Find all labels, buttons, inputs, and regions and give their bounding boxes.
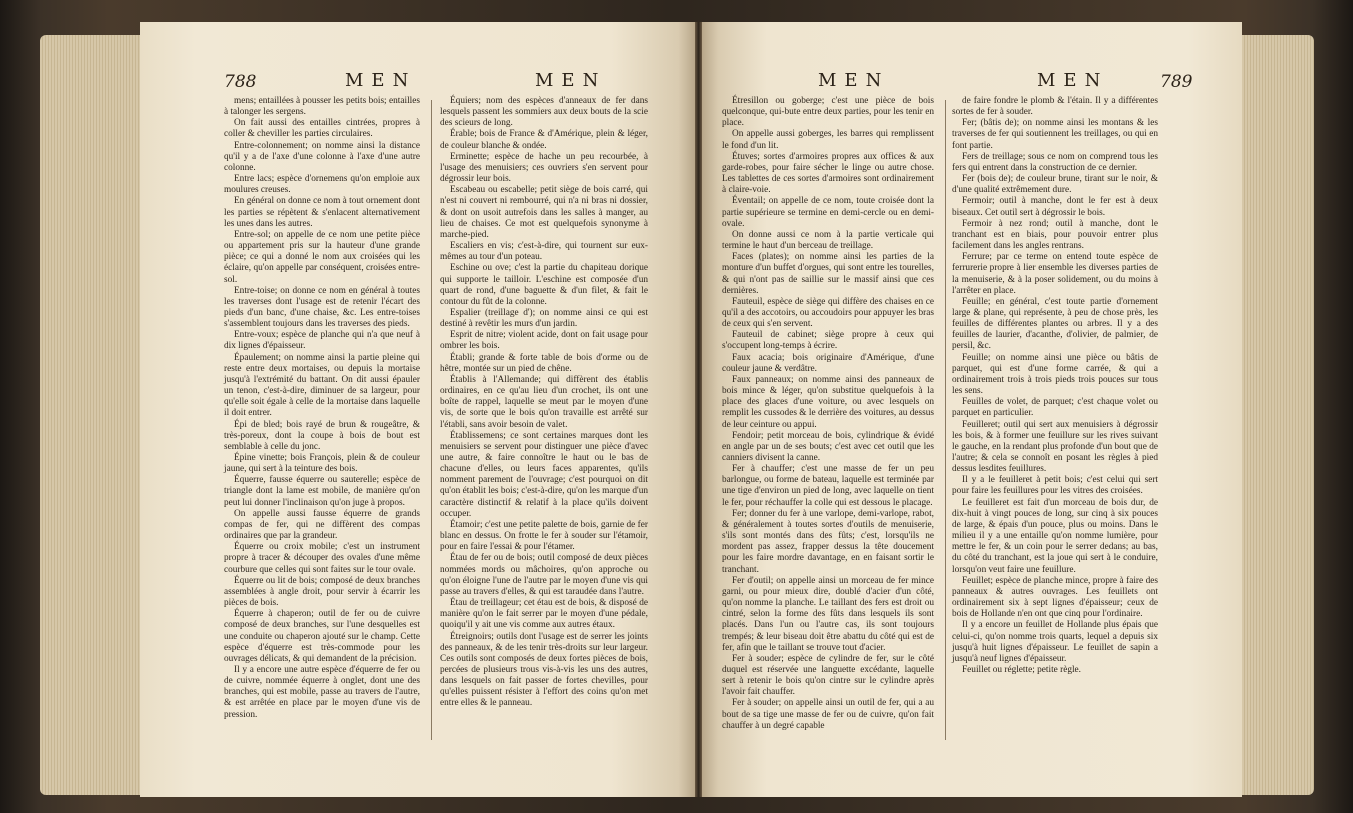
dictionary-entry: Étuves; sortes d'armoires propres aux offices & aux garde-robes, pour faire sécher le linge ou autre chose. Les tablettes de ces sortes d'armoires sont ordinairement à claire-voie. (722, 151, 934, 196)
dictionary-entry: Fermoir à nez rond; outil à manche, dont le tranchant est en biais, pour pouvoir entrer plus facilement dans les angles rentrans. (952, 218, 1158, 252)
dictionary-entry: Fer; donner du fer à une varlope, demi-varlope, rabot, & généralement à toutes sortes d'outils de menuiserie, s'ils sont montés dans des fûts; c'est, lorsqu'ils ne mordent pas assez, frapper dessus la tête doucement pour les faire mordre davantage, en en faisant sortir le tranchant. (722, 508, 934, 575)
dictionary-entry: Entre-voux; espèce de planche qui n'a que neuf à dix lignes d'épaisseur. (224, 330, 420, 352)
right-column-1 (722, 96, 934, 732)
right-page-edges (1242, 35, 1314, 795)
dictionary-entry: Erminette; espèce de hache un peu recourbée, à l'usage des menuisiers; ces ouvriers s'en servent pour dégrossir leur bois. (440, 151, 648, 185)
dictionary-entry: Fer (bois de); de couleur brune, tirant sur le noir, & d'une qualité extrêmement dure. (952, 174, 1158, 196)
dictionary-entry: Fauteuil, espèce de siège qui diffère des chaises en ce qu'il a des accotoirs, ou accoudoirs pour appuyer les bras de ceux qui s'en servent. (722, 296, 934, 330)
dictionary-entry: Ferrure; par ce terme on entend toute espèce de ferrurerie propre à lier ensemble les diverses parties de la menuiserie, & à la poser solidement, ou du moins à l'arrêter en place. (952, 252, 1158, 296)
right-page (702, 22, 1242, 797)
dictionary-entry: Escaliers en vis; c'est-à-dire, qui tournent sur eux-mêmes au tour d'un poteau. (440, 241, 648, 263)
dictionary-entry: Le feuilleret est fait d'un morceau de bois dur, de dix-huit à vingt pouces de long, sur cinq à six pouces de large, & épais d'un pouce, plus ou moins. Dans le milieu il y a une entaille qu'on nomme lumière, pour mettre le fer, & un coin pour le serrer dedans; au bas, du côté du tranchant, est la joue qui sert à le conduire, lorsqu'on veut faire une feuillure. (952, 497, 1158, 575)
dictionary-entry: Fer d'outil; on appelle ainsi un morceau de fer mince garni, ou pour mieux dire, doublé d'acier d'un côté, qu'on nomme la planche. Le taillant des fers est droit ou cintré, selon la forme des fûts dans lesquels ils sont placés. Dans l'un ou l'autre cas, ils sont toujours trempés; & leur biseau doit être abattu du côté qui est de fer, afin que le taillant se trouve tout d'acier. (722, 575, 934, 653)
left-page-header: MEN (345, 70, 417, 91)
dictionary-entry: Feuille; on nomme ainsi une pièce ou bâtis de parquet, qui est d'une forme carrée, & qui a ordinairement trois à trois pieds trois pouces sur tous les sens. (952, 352, 1158, 397)
dictionary-entry: Entre-sol; on appelle de ce nom une petite pièce ou appartement pris sur la hauteur d'une grande pièce; ce qui a donné le nom aux croisées qui les éclaire, qu'on appelle par conséquent, croisées entre-sol. (224, 229, 420, 285)
dictionary-entry: Étau de treillageur; cet étau est de bois, & disposé de manière qu'on le fait serrer par le moyen d'une pédale, quoiqu'il y ait une vis comme aux autres étaux. (440, 598, 648, 631)
dictionary-entry: Étresillon ou goberge; c'est une pièce de bois quelconque, qui-bute entre deux parties, pour les tenir en place. (722, 96, 934, 129)
dictionary-entry: Il y a le feuilleret à petit bois; c'est celui qui sert pour faire les feuillures pour les vitres des croisées. (952, 475, 1158, 497)
dictionary-entry: On appelle aussi goberges, les barres qui remplissent le fond d'un lit. (722, 129, 934, 151)
left-page-number: 788 (224, 72, 257, 92)
dictionary-entry: Épi de bled; bois rayé de brun & rougeâtre, & très-poreux, dont la coupe à bois de bout est semblable à celle du jonc. (224, 419, 420, 452)
dictionary-entry: Feuille; en général, c'est toute partie d'ornement large & plane, qui représente, à peu de chose près, les feuilles de différentes plantes ou arbres. Il y a des feuilles de laurier, d'acanthe, d'olivier, de palmier, de persil, &c. (952, 296, 1158, 352)
dictionary-entry: Fauteuil de cabinet; siège propre à ceux qui s'occupent long-temps à écrire. (722, 330, 934, 352)
dictionary-entry: Feuilleret; outil qui sert aux menuisiers à dégrossir les bois, & à former une feuillure sur les rives suivant le gauche, en la rendant plus profonde d'un bout que de l'autre; & cela se connoît en posant les règles à pied dessus lesdites feuillures. (952, 419, 1158, 475)
left-page-header-2: MEN (535, 70, 607, 91)
dictionary-entry: Équerre ou croix mobile; c'est un instrument propre à tracer & découper des ovales d'une même courbure que celles qui sont faites sur le tour ovale. (224, 542, 420, 575)
left-column-2 (440, 96, 648, 710)
dictionary-entry: On donne aussi ce nom à la partie verticale qui termine le haut d'un berceau de treillage. (722, 229, 934, 252)
dictionary-entry: Étau de fer ou de bois; outil composé de deux pièces nommées mords ou mâchoires, qu'on approche ou qu'on éloigne l'une de l'autre par le moyen d'une vis qui passe au travers d'elles, & qui est taraudée dans l'autre. (440, 553, 648, 597)
left-page-edges (40, 35, 140, 795)
dictionary-entry: Fermoir; outil à manche, dont le fer est à deux biseaux. Cet outil sert à dégrossir le bois. (952, 196, 1158, 218)
left-column-1 (224, 96, 420, 721)
column-divider-right (945, 100, 946, 740)
dictionary-entry: de faire fondre le plomb & l'étain. Il y a différentes sortes de fer à souder. (952, 96, 1158, 118)
right-page-header: MEN (818, 70, 890, 91)
dictionary-entry: Épine vinette; bois François, plein & de couleur jaune, qui sert à la teinture des bois. (224, 453, 420, 475)
dictionary-entry: Fer à souder; espèce de cylindre de fer, sur le côté duquel est réservée une languette excédante, laquelle sert à retenir le bois qu'on cintre sur le cylindre après l'avoir fait chauffer. (722, 653, 934, 698)
dictionary-entry: Il y a encore un feuillet de Hollande plus épais que celui-ci, qu'on nomme trois quarts, lequel a depuis six jusqu'à huit lignes d'épaisseur. Le feuillet de sapin a jusqu'à neuf lignes d'épaisseur. (952, 620, 1158, 664)
dictionary-entry: Équerre, fausse équerre ou sauterelle; espèce de triangle dont la lame est mobile, de manière qu'on peut lui donner l'inclinaison qu'on juge à propos. (224, 475, 420, 508)
dictionary-entry: Faces (plates); on nomme ainsi les parties de la monture d'un buffet d'orgues, qui sont entre les tourelles, & qui n'ont pas de saillie sur le massif ainsi que ces dernières. (722, 252, 934, 296)
right-page-header-2: MEN (1037, 70, 1109, 91)
dictionary-entry: On appelle aussi fausse équerre de grands compas de fer, qui ne diffèrent des compas ordinaires que par la grandeur. (224, 508, 420, 542)
dictionary-entry: Établissemens; ce sont certaines marques dont les menuisiers se servent pour distinguer une pièce d'avec une autre, & faire connoître le haut ou le bas de chacune d'elles, ou leurs faces apparentes, qu'ils nomment parement de l'ouvrage; c'est pourquoi on dit qu'on établit les bois; c'est-à-dire, qu'on les marque d'un caractère distinctif & relatif à la place qu'ils doivent occuper. (440, 430, 648, 519)
dictionary-entry: Équerre à chaperon; outil de fer ou de cuivre composé de deux branches, sur l'une desquelles est une conduite ou chaperon ajouté sur le champ. Cette espèce d'équerre est très-commode pour les ouvrages délicats, & qui demandent de la précision. (224, 609, 420, 664)
dictionary-entry: Feuillet ou réglette; petite règle. (962, 664, 1082, 675)
dictionary-entry: Escabeau ou escabelle; petit siège de bois carré, qui n'est ni couvert ni rembourré, qui n'a ni bras ni dossier, & dont on usoit autrefois dans les salles à manger, au lieu de chaises. Ce mot est quelquefois synonyme à marche-pied. (440, 185, 648, 240)
dictionary-entry: Étamoir; c'est une petite palette de bois, garnie de fer blanc en dessus. On frotte le fer à souder sur l'étamoir, pour en faire l'essai & pour l'étamer. (440, 519, 648, 553)
dictionary-entry: Entre-toise; on donne ce nom en général à toutes les traverses dont l'usage est de retenir l'écart des pieds d'un banc, d'une chaise, &c. Les entre-toises s'assemblent toujours dans les traverses des pieds. (224, 285, 420, 330)
dictionary-entry: Entre-colonnement; on nomme ainsi la distance qu'il y a de l'axe d'une colonne à l'axe d'une autre colonne. (224, 140, 420, 173)
dictionary-entry: Fers de treillage; sous ce nom on comprend tous les fers qui entrent dans la construction de ce dernier. (952, 151, 1158, 173)
dictionary-entry: Espalier (treillage d'); on nomme ainsi ce qui est destiné à revêtir les murs d'un jardin. (440, 307, 648, 330)
column-divider (431, 100, 432, 740)
left-page (140, 22, 695, 797)
dictionary-entry: Feuilles de volet, de parquet; c'est chaque volet ou parquet en particulier. (952, 397, 1158, 419)
dictionary-entry: Érable; bois de France & d'Amérique, plein & léger, de couleur blanche & ondée. (440, 129, 648, 151)
dictionary-entry: Fer; (bâtis de); on nomme ainsi les montans & les traverses de fer qui soutiennent les treillages, ou qui en font partie. (952, 118, 1158, 151)
dictionary-entry: Équerre ou lit de bois; composé de deux branches assemblées à angle droit, pour servir à écarrir les pièces de bois. (224, 575, 420, 609)
dictionary-entry: Fer à chauffer; c'est une masse de fer un peu barlongue, ou forme de bateau, laquelle est terminée par une tige d'environ un pied de long, avec laquelle on tient le fer, pour réchauffer la colle qui est dessous le placage. (722, 464, 934, 508)
dictionary-entry: Feuillet; espèce de planche mince, propre à faire des panneaux & autres ouvrages. Les feuillets ont ordinairement six à sept lignes d'épaisseur; ceux de bois de Hollande n'en ont que cinq pour l'ordinaire. (952, 575, 1158, 620)
book-gutter (695, 22, 702, 797)
dictionary-entry: Épaulement; on nomme ainsi la partie pleine qui reste entre deux mortaises, ou depuis la mortaise jusqu'à l'extrémité du battant. On dit aussi épauler un tenon, c'est-à-dire, diminuer de sa largeur, pour qu'elle soit égale à celle de la mortaise dans laquelle il doit entrer. (224, 352, 420, 419)
dictionary-entry: Équiers; nom des espèces d'anneaux de fer dans lesquels passent les sommiers aux deux bouts de la scie des scieurs de long. (440, 96, 648, 129)
dictionary-entry: Esprit de nitre; violent acide, dont on fait usage pour ombrer les bois. (440, 330, 648, 352)
dictionary-entry: Il y a encore une autre espèce d'équerre de fer ou de cuivre, nommée équerre à onglet, dont une des branches, qui est mobile, passe au travers de l'autre, & est arrêtée en place par le moyen d'une vis de pression. (224, 664, 420, 720)
dictionary-entry: Entre lacs; espèce d'ornemens qu'on emploie aux moulures creuses. (224, 174, 420, 196)
dictionary-entry: En général on donne ce nom à tout ornement dont les parties se répètent & s'enlacent alternativement les unes dans les autres. (224, 196, 420, 229)
dictionary-entry: Établi; grande & forte table de bois d'orme ou de hêtre, montée sur un pied de chêne. (440, 352, 648, 374)
dictionary-entry: Fendoir; petit morceau de bois, cylindrique & évidé en angle par un de ses bouts; c'est avec cet outil que les canniers divisent la canne. (722, 430, 934, 463)
right-column-2 (952, 96, 1158, 676)
dictionary-entry: Faux acacia; bois originaire d'Amérique, d'une couleur jaune & verdâtre. (722, 352, 934, 374)
dictionary-entry: mens; entaillées à pousser les petits bois; entailles à talonger les sergens. (224, 96, 420, 118)
dictionary-entry: Eschine ou ove; c'est la partie du chapiteau dorique qui supporte le tailloir. L'eschine est composée d'un quart de rond, d'une baguette & d'un filet, & fait le contour du fût de la colonne. (440, 263, 648, 307)
dictionary-entry: Fer à souder; on appelle ainsi un outil de fer, qui a au bout de sa tige une masse de fer ou de cuivre, qu'on fait chauffer à un degré capable (722, 698, 934, 731)
dictionary-entry: Étreignoirs; outils dont l'usage est de serrer les joints des panneaux, & de les tenir très-droits sur leur largeur. Ces outils sont composés de deux fortes pièces de bois, percées de plusieurs trous vis-à-vis les uns des autres, dans lesquels on fait passer de fortes chevilles, pour qu'elles puissent résister à l'effort des coins qu'on met entre elles & le panneau. (440, 631, 648, 709)
dictionary-entry: Éventail; on appelle de ce nom, toute croisée dont la partie supérieure se termine en demi-cercle ou en demi-ovale. (722, 196, 934, 229)
right-page-number: 789 (1160, 72, 1193, 92)
dictionary-entry: Établis à l'Allemande; qui diffèrent des établis ordinaires, en ce qu'au lieu d'un crochet, ils ont une boîte de rappel, laquelle se meut par le moyen d'une vis, de sorte que le bois qu'on travaille est arrêté sur l'établi, sans avoir besoin de valet. (440, 374, 648, 430)
dictionary-entry: On fait aussi des entailles cintrées, propres à coller & cheviller les parties circulaires. (224, 118, 420, 140)
dictionary-entry: Faux panneaux; on nomme ainsi des panneaux de bois mince & léger, qu'on substitue quelquefois à la place des glaces d'une voiture, ou avec lesquels on remplit les cussodes & le derrière des voitures, au dessus de leur ceinture ou appui. (722, 374, 934, 430)
